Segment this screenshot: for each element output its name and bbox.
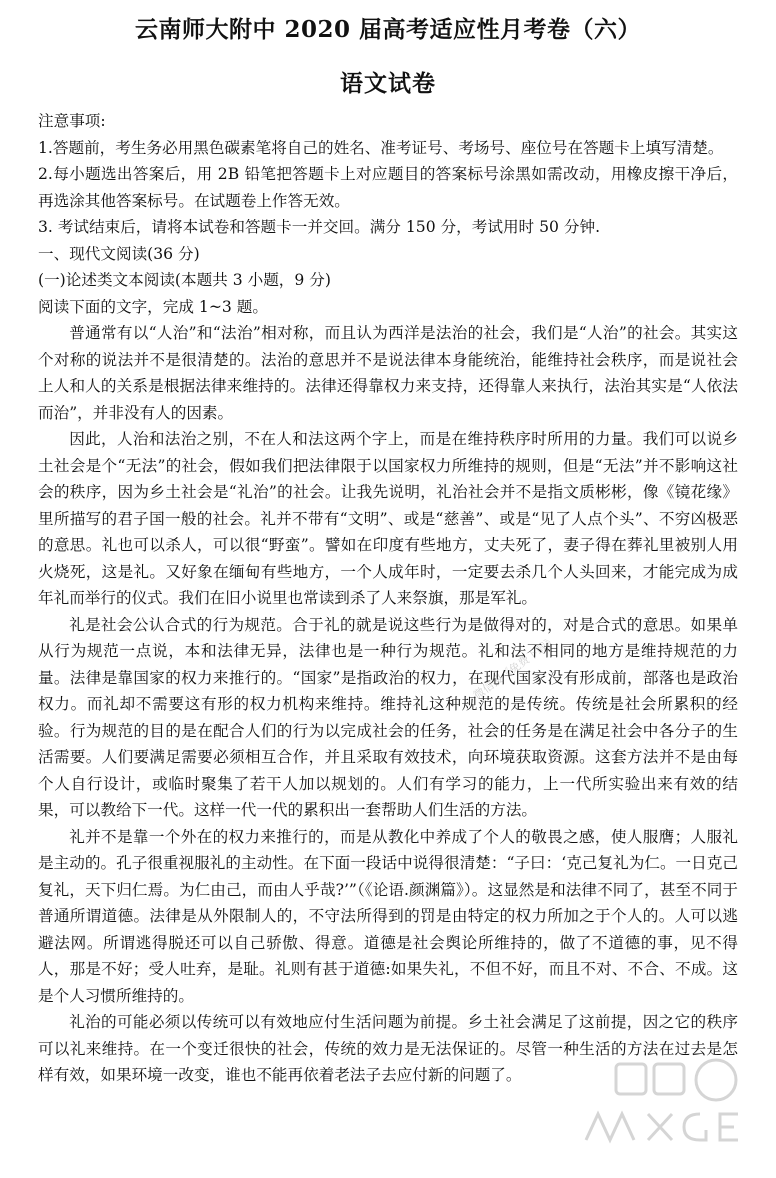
- exam-subtitle: 语文试卷: [340, 70, 436, 97]
- paragraph: 普通常有以“人治”和“法治”相对称，而且认为西洋是法治的社会，我们是“人治”的社会。其实这个对称的说法并不是很清楚的。法治的意思并不是说法律本身能统治，能维持社会秩序，而是说社会上人和人的关系是根据法律来维持的。法律还得靠权力来支持，还得靠人来执行，法治其实是“人依法而治”，并非没有人的因素。: [38, 324, 738, 422]
- diagonal-watermark: 微信搜《免费下载》: [471, 633, 559, 703]
- exam-title: 云南师大附中 2020 届高考适应性月考卷（六）: [134, 16, 642, 43]
- paragraph: 注意事项:: [38, 112, 106, 130]
- paragraph: 礼并不是靠一个外在的权力来推行的，而是从教化中养成了个人的敬畏之感，使人服膺；人服礼是主动的。孔子很重视服礼的主动性。在下面一段话中说得很清楚：“子曰：‘克己复礼为仁。一日克己复礼，天下归仁焉。为仁由己，而由人乎哉?’”（《论语.颜渊篇》）。这显然是和法律不同了，甚至不同于普通所谓道德。法律是从外限制人的，不守法所得到的罚是由特定的权力所加之于个人的。人可以逃避法网。所谓逃得脱还可以自己骄傲、得意。道德是社会舆论所维持的，做了不道德的事，见不得人，那是不好；受人吐弃，是耻。礼则有甚于道德:如果失礼，不但不好，而且不对、不合、不成。这是个人习惯所维持的。: [38, 827, 738, 1005]
- paragraph: 2.每小题选出答案后，用 2B 铅笔把答题卡上对应题目的答案标号涂黑如需改动，用橡皮擦干净后，再选涂其他答案标号。在试题卷上作答无效。: [38, 165, 738, 210]
- exam-body: [38, 108, 738, 1089]
- paragraph: (一)论述类文本阅读(本题共 3 小题，9 分): [38, 271, 331, 289]
- paragraph: 3. 考试结束后，请将本试卷和答题卡一并交回。满分 150 分，考试用时 50 分钟.: [38, 218, 601, 236]
- paragraph: 礼治的可能必须以传统可以有效地应付生活问题为前提。乡土社会满足了这前提，因之它的秩序可以礼来维持。在一个变迁很快的社会，传统的效力是无法保证的。尽管一种生活的方法在过去是怎样有效，如果环境一改变，谁也不能再依着老法子去应付新的问题了。: [38, 1013, 738, 1084]
- paragraph: 因此，人治和法治之别，不在人和法这两个字上，而是在维持秩序时所用的力量。我们可以说乡土社会是个“无法”的社会，假如我们把法律限于以国家权力所维持的规则，但是“无法”并不影响这社会的秩序，因为乡土社会是“礼治”的社会。让我先说明，礼治社会并不是指文质彬彬，像《镜花缘》里所描写的君子国一般的社会。礼并不带有“文明”、或是“慈善”、或是“见了人点个头”、不穷凶极恶的意思。礼也可以杀人，可以很“野蛮”。譬如在印度有些地方，丈夫死了，妻子得在葬礼里被别人用火烧死，这是礼。又好象在缅甸有些地方，一个人成年时，一定要去杀几个人头回来，才能完成为成年礼而举行的仪式。我们在旧小说里也常读到杀了人来祭旗，那是军礼。: [38, 430, 738, 607]
- paragraph: 1.答题前，考生务必用黑色碳素笔将自己的姓名、准考证号、考场号、座位号在答题卡上填写清楚。: [38, 138, 724, 157]
- paragraph: 礼是社会公认合式的行为规范。合于礼的就是说这些行为是做得对的，对是合式的意思。如果单从行为规范一点说，本和法律无异，法律也是一种行为规范。礼和法不相同的地方是维持规范的力量。法律是靠国家的权力来推行的。“国家”是指政治的权力，在现代国家没有形成前，部落也是政治权力。而礼却不需要这有形的权力机构来维持。维持礼这种规范的是传统。传统是社会所累积的经验。行为规范的目的是在配合人们的行为以完成社会的任务，社会的任务是在满足社会中各分子的生活需要。人们要满足需要必须相互合作，并且采取有效技术，向环境获取资源。这套方法并不是由每个人自行设计，或临时聚集了若干人加以规划的。人们有学习的能力，上一代所实验出来有效的结果，可以教给下一代。这样一代一代的累积出一套帮助人们生活的方法。: [38, 615, 738, 819]
- paragraph: 阅读下面的文字，完成 1~3 题。: [38, 297, 268, 316]
- paragraph: 一、现代文阅读(36 分): [38, 244, 200, 263]
